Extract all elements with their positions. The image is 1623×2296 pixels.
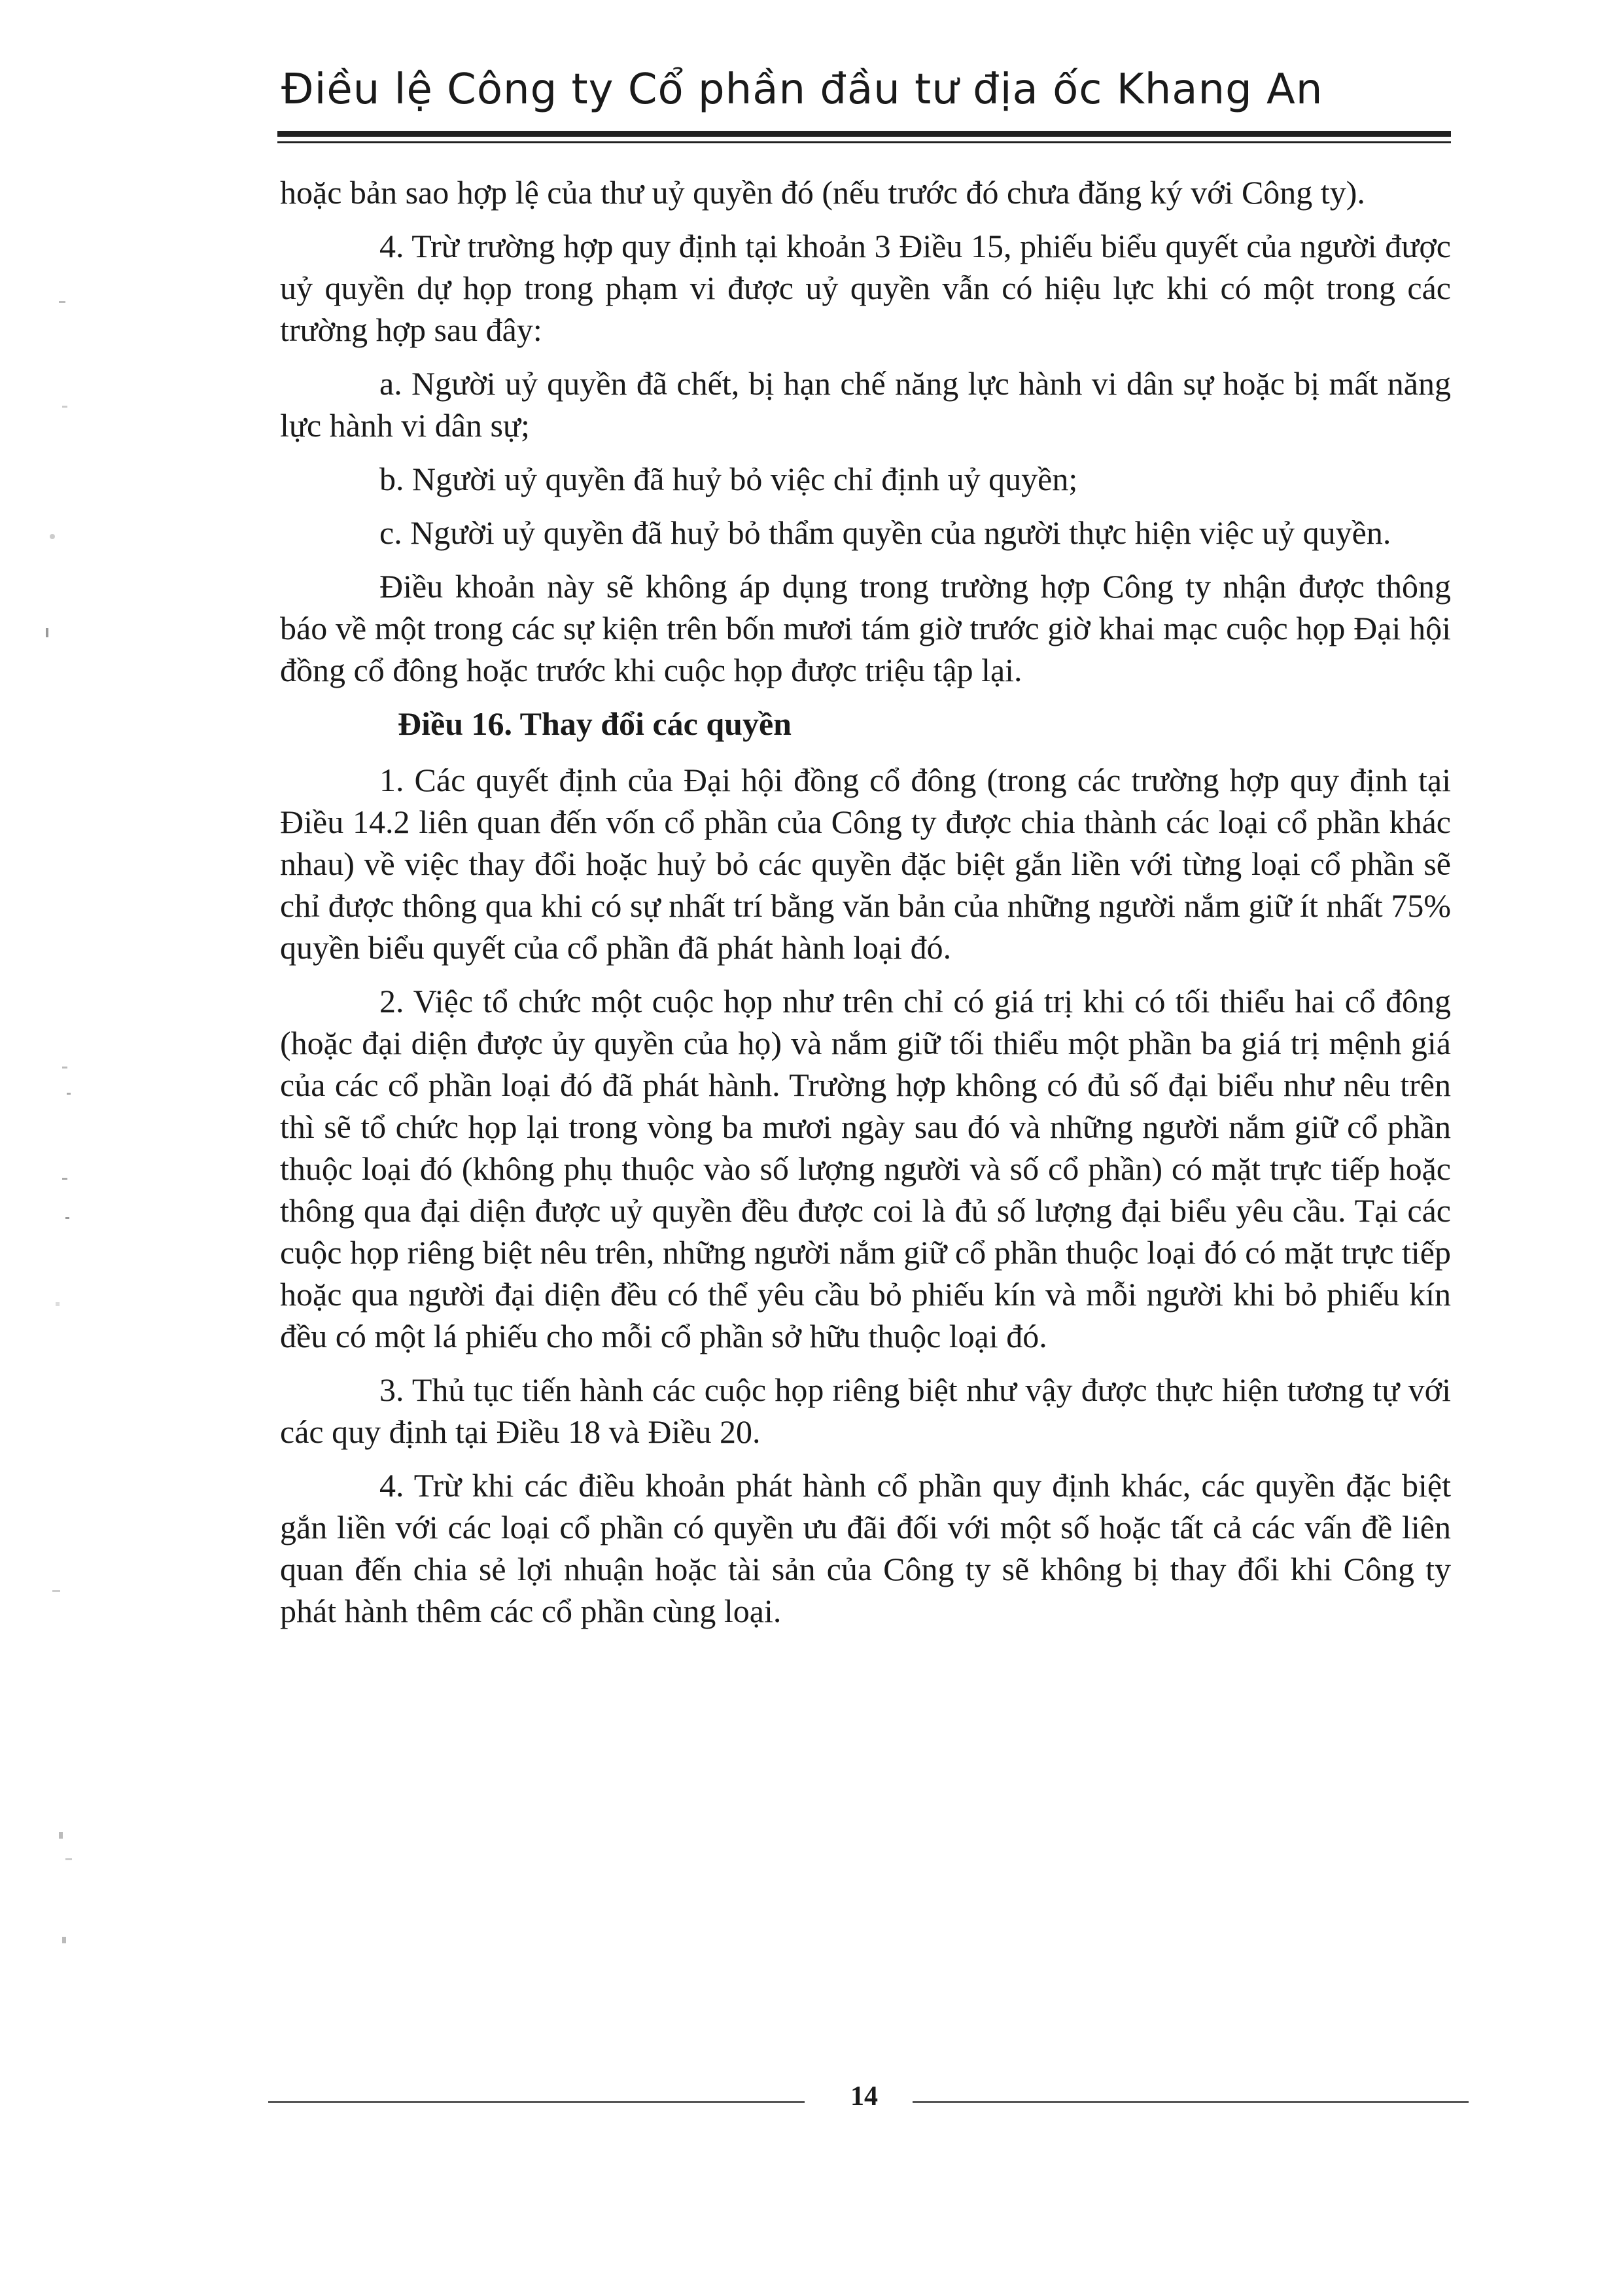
article-16-clause-2: 2. Việc tổ chức một cuộc họp như trên chỉ có giá trị khi có tối thiểu hai cổ đông (hoặc đại diện được ủy quyền của họ) và nắm giữ tối thiểu một phần ba giá trị mệnh giá của các cổ phần loại đó đã phát hành. Trường hợp không có đủ số đại biểu như nêu trên thì sẽ tổ chức họp lại trong vòng ba mươi ngày sau đó và những người nắm giữ cổ phần thuộc loại đó (không phụ thuộc vào số lượng người và số cổ phần) có mặt trực tiếp hoặc thông qua đại diện được uỷ quyền đều được coi là đủ số lượng đại biểu yêu cầu. Tại các cuộc họp riêng biệt nêu trên, những người nắm giữ cổ phần thuộc loại đó có mặt trực tiếp hoặc qua người đại diện đều có thể yêu cầu bỏ phiếu kín và mỗi người khi bỏ phiếu kín đều có một lá phiếu cho mỗi cổ phần sở hữu thuộc loại đó. [280,983,1451,1354]
header-rule-thick [277,131,1451,137]
list-item-c: c. Người uỷ quyền đã huỷ bỏ thẩm quyền của người thực hiện việc uỷ quyền. [379,514,1391,551]
article-16-clause-4: 4. Trừ khi các điều khoản phát hành cổ phần quy định khác, các quyền đặc biệt gắn liền với các loại cổ phần có quyền ưu đãi đối với một số hoặc tất cả các vấn đề liên quan đến chia sẻ lợi nhuận hoặc tài sản của Công ty sẽ không bị thay đổi khi Công ty phát hành thêm các cổ phần cùng loại. [280,1467,1451,1629]
article-heading: Điều 16. Thay đổi các quyền [398,705,792,742]
paragraph-continuation: hoặc bản sao hợp lệ của thư uỷ quyền đó (nếu trước đó chưa đăng ký với Công ty). [280,174,1365,211]
paragraph-exception: Điều khoản này sẽ không áp dụng trong trường hợp Công ty nhận được thông báo về một trong các sự kiện trên bốn mươi tám giờ trước giờ khai mạc cuộc họp Đại hội đồng cổ đông hoặc trước khi cuộc họp được triệu tập lại. [280,568,1451,688]
paragraph-clause-4: 4. Trừ trường hợp quy định tại khoản 3 Điều 15, phiếu biểu quyết của người được uỷ quyền dự họp trong phạm vi được uỷ quyền vẫn có hiệu lực khi có một trong các trường hợp sau đây: [280,228,1451,348]
article-16-clause-1: 1. Các quyết định của Đại hội đồng cổ đông (trong các trường hợp quy định tại Điều 14.2 liên quan đến vốn cổ phần của Công ty được chia thành các loại cổ phần khác nhau) về việc thay đổi hoặc huỷ bỏ các quyền đặc biệt gắn liền với từng loại cổ phần sẽ chỉ được thông qua khi có sự nhất trí bằng văn bản của những người nắm giữ ít nhất 75% quyền biểu quyết của cổ phần đã phát hành loại đó. [280,762,1451,966]
scan-specks [26,262,79,2028]
document-body [280,171,1451,1644]
footer-rule-left [268,2101,805,2103]
footer-rule-right [913,2101,1469,2103]
document-header-title: Điều lệ Công ty Cổ phần đầu tư địa ốc Khang An [281,65,1323,114]
page-number: 14 [850,2081,878,2111]
list-item-b: b. Người uỷ quyền đã huỷ bỏ việc chỉ định uỷ quyền; [379,461,1078,497]
article-16-clause-3: 3. Thủ tục tiến hành các cuộc họp riêng biệt như vậy được thực hiện tương tự với các quy định tại Điều 18 và Điều 20. [280,1371,1451,1450]
header-rule-thin [277,141,1451,143]
list-item-a: a. Người uỷ quyền đã chết, bị hạn chế năng lực hành vi dân sự hoặc bị mất năng lực hành vi dân sự; [280,365,1451,444]
